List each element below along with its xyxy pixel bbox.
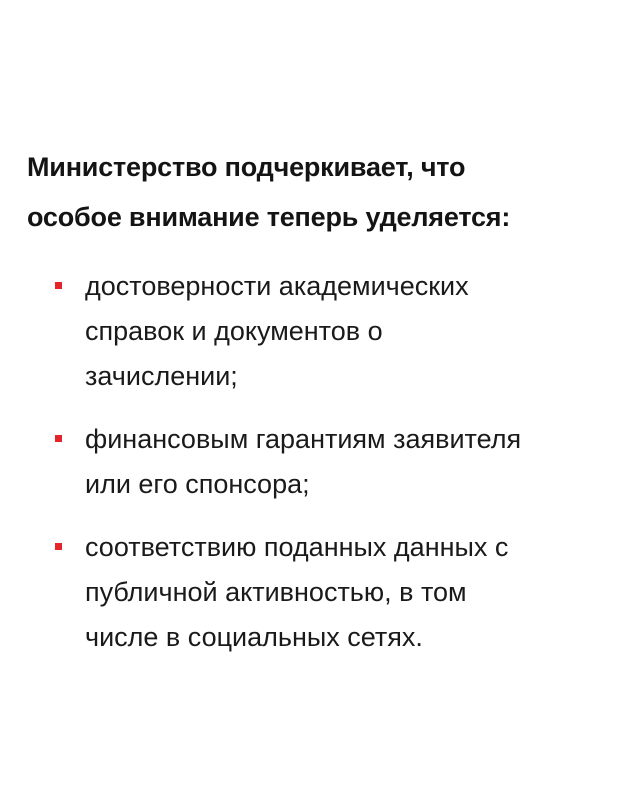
list-item-line: соответствию поданных данных с [85,532,509,562]
slide-heading [27,142,617,242]
bullet-list [27,264,617,678]
list-item-line: справок и документов о [85,316,383,346]
list-item-line: или его спонсора; [85,469,310,499]
heading-line-2: особое внимание теперь уделяется: [27,202,511,232]
heading-line-1: Министерство подчеркивает, что [27,152,466,182]
list-item-line: достоверности академических [85,271,469,301]
list-item-line: числе в социальных сетях. [85,622,423,652]
list-item-line: зачислении; [85,361,238,391]
list-item [27,264,617,399]
list-item-line: финансовым гарантиям заявителя [85,424,522,454]
list-item [27,525,617,660]
list-item-line: публичной активностью, в том [85,577,467,607]
list-item [27,417,617,507]
square-bullet-icon [55,282,62,289]
square-bullet-icon [55,543,62,550]
square-bullet-icon [55,435,62,442]
